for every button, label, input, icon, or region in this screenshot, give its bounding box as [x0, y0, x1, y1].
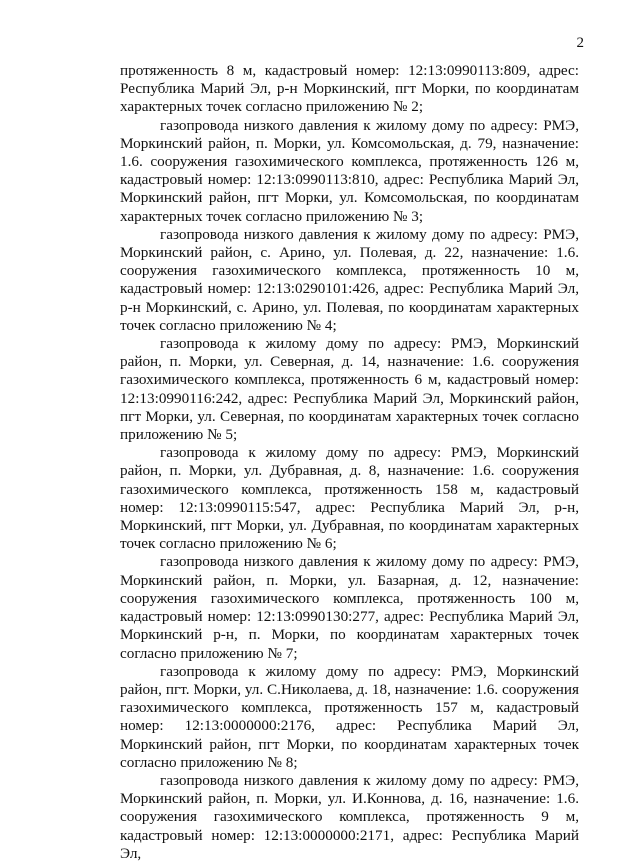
paragraph-gas-pipeline-severnaya: газопровода к жилому дому по адресу: РМЭ, Моркинский район, п. Морки, ул. Северная, д. 14, назначение: 1.6. сооружения газохимического комплекса, протяженность 6 м, кадастровый номер: 12:13:0990116:242, адрес: Республика Марий Эл, Моркинский район, пгт Морки, ул. Северная, по координатам характерных точек согласно приложению № 5; [120, 335, 579, 444]
page-number: 2 [576, 35, 584, 51]
paragraph-gas-pipeline-komsomolskaya: газопровода низкого давления к жилому дому по адресу: РМЭ, Моркинский район, п. Морки, ул. Комсомольская, д. 79, назначение: 1.6. сооружения газохимического комплекса, протяженность 126 м, кадастровый номер: 12:13:0990113:810, адрес: Республика Марий Эл, Моркинский район, пгт Морки, ул. Комсомольская, по координатам характерных точек согласно приложению № 3; [120, 116, 579, 225]
paragraph-gas-pipeline-bazarnaya: газопровода низкого давления к жилому дому по адресу: РМЭ, Моркинский район, п. Морки, ул. Базарная, д. 12, назначение: сооружения газохимического комплекса, протяженность 100 м, кадастровый номер: 12:13:0990130:277, адрес: Республика Марий Эл, Моркинский р-н, п. Морки, по координатам характерных точек согласно приложению № 7; [120, 553, 579, 662]
paragraph-gas-pipeline-arino-polevaya: газопровода низкого давления к жилому дому по адресу: РМЭ, Моркинский район, с. Арино, ул. Полевая, д. 22, назначение: 1.6. сооружения газохимического комплекса, протяженность 10 м, кадастровый номер: 12:13:0290101:426, адрес: Республика Марий Эл, р-н Моркинский, с. Арино, ул. Полевая, по координатам характерных точек согласно приложению № 4; [120, 225, 579, 334]
paragraph-gas-pipeline-i-konnova: газопровода низкого давления к жилому дому по адресу: РМЭ, Моркинский район, п. Морки, ул. И.Коннова, д. 16, назначение: 1.6. сооружения газохимического комплекса, протяженность 9 м, кадастровый номер: 12:13:0000000:2171, адрес: Республика Марий Эл, [120, 771, 579, 862]
paragraph-gas-pipeline-s-nikolaeva: газопровода к жилому дому по адресу: РМЭ, Моркинский район, пгт. Морки, ул. С.Николаева, д. 18, назначение: 1.6. сооружения газохимического комплекса, протяженность 157 м, кадастровый номер: 12:13:0000000:2176, адрес: Республика Марий Эл, Моркинский район, пгт Морки, по координатам характерных точек согласно приложению № 8; [120, 662, 579, 771]
paragraph-continuation: протяженность 8 м, кадастровый номер: 12:13:0990113:809, адрес: Республика Марий Эл, р-н Моркинский, пгт Морки, по координатам характерных точек согласно приложению № 2; [120, 62, 579, 116]
paragraph-gas-pipeline-dubravnaya: газопровода к жилому дому по адресу: РМЭ, Моркинский район, п. Морки, ул. Дубравная, д. 8, назначение: 1.6. сооружения газохимического комплекса, протяженность 158 м, кадастровый номер: 12:13:0990115:547, адрес: Республика Марий Эл, р-н, Моркинский, пгт Морки, ул. Дубравная, по координатам характерных точек согласно приложению № 6; [120, 444, 579, 553]
document-body [120, 62, 579, 863]
